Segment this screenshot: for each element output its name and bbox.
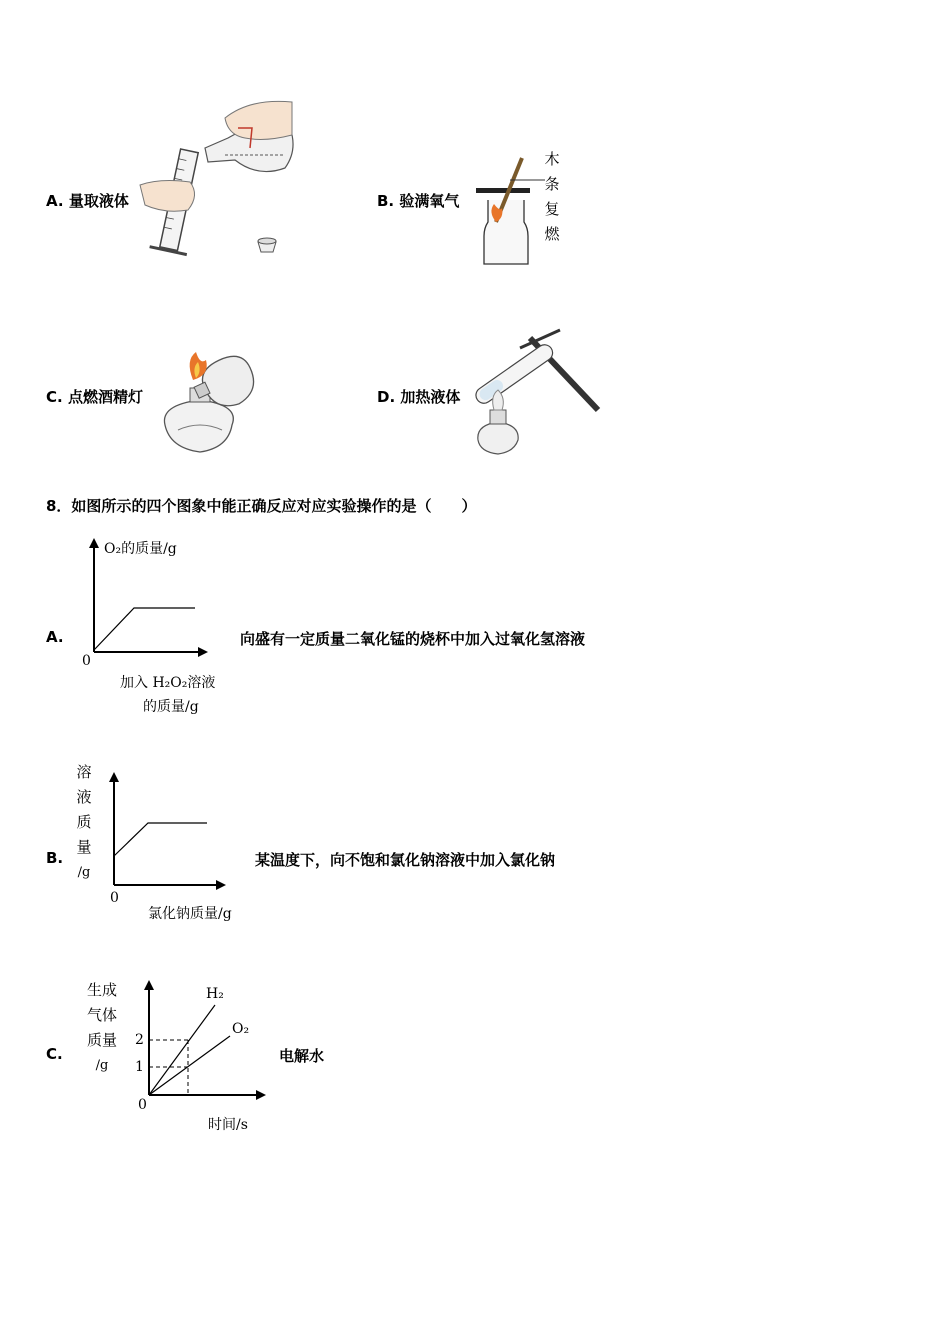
graph-b-xlabel: 氯化钠质量/g [148,906,232,922]
graph-c-tick-2: 2 [135,1032,144,1048]
graph-a-ylabel: O₂的质量/g [104,541,177,557]
q8-option-a-desc: 向盛有一定质量二氧化锰的烧杯中加入过氧化氢溶液 [240,630,586,648]
option-c [46,386,143,407]
option-a [46,190,129,211]
option-letter: A. [46,192,64,210]
q8-option-c-desc: 电解水 [279,1047,325,1065]
option-letter: C. [46,388,63,406]
graph-a-curve [94,608,195,650]
option-text: 加热液体 [400,388,461,406]
option-b [377,190,459,211]
option-text: 点燃酒精灯 [67,388,143,406]
option-letter: D. [377,388,396,406]
graph-b-origin: 0 [110,890,119,906]
q8-option-c-letter: C. [46,1045,63,1063]
q8-option-b-letter: B. [46,849,64,867]
graph-a-origin: 0 [82,653,91,669]
graph-a-xlabel-2: 的质量/g [143,699,199,715]
graph-c-xlabel: 时间/s [208,1117,248,1133]
option-letter: B. [377,192,395,210]
graph-b-curve [114,823,207,856]
q8-option-b-desc: 某温度下，向不饱和氯化钠溶液中加入氯化钠 [255,851,556,869]
graph-c-label-o2: O₂ [232,1021,250,1037]
graph-c-tick-1: 1 [135,1059,144,1075]
option-text: 量取液体 [68,192,129,210]
graph-b-ylabel: 溶 液 质 量 /g [76,763,92,880]
graph-c-ylabel: 生成 气体 质量 /g [86,981,117,1073]
graph-a-xlabel-1: 加入 H₂O₂溶液 [120,675,216,691]
graph-c-line-o2 [149,1036,230,1095]
option-text: 验满氧气 [399,192,460,210]
question-8-title: 8．如图所示的四个图象中能正确反应对应实验操作的是（ ） [46,497,477,515]
option-d [377,386,460,407]
q8-option-a-letter: A. [46,628,64,646]
graph-c-label-h2: H₂ [206,986,224,1002]
graph-c-line-h2 [149,1005,215,1095]
splint-label: 木 条 复 燃 [544,150,560,243]
graph-c-origin: 0 [138,1097,147,1113]
